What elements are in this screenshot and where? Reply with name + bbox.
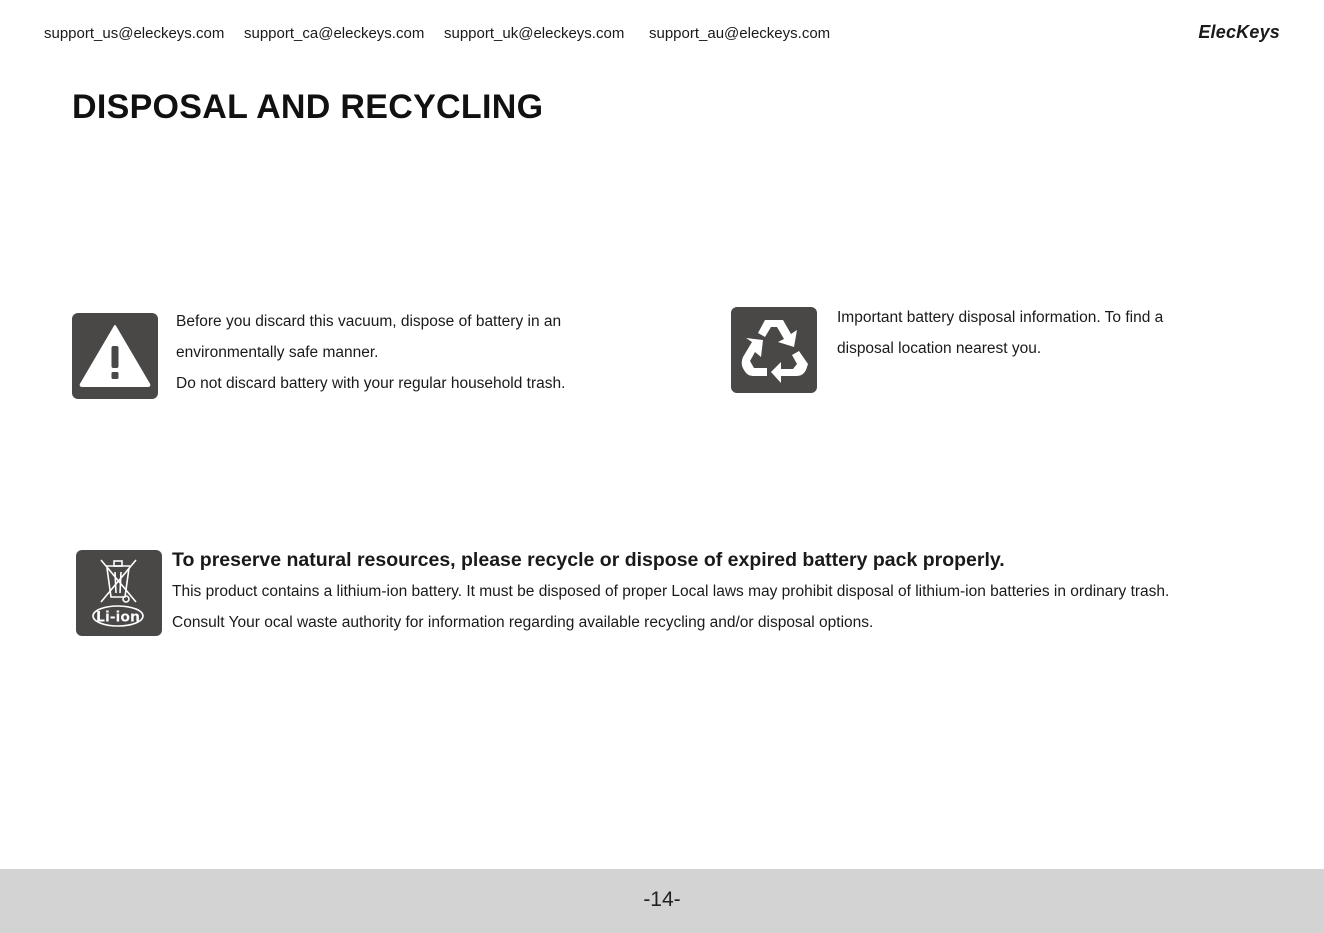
page-footer bbox=[0, 869, 1324, 933]
warning-line-2: environmentally safe manner. bbox=[176, 344, 379, 361]
recycle-line-1: Important battery disposal information. To find a bbox=[837, 309, 1164, 326]
warning-text bbox=[176, 306, 565, 399]
recycle-line-2: disposal location nearest you. bbox=[837, 340, 1042, 357]
li-ion-heading: To preserve natural resources, please recycle or dispose of expired battery pack properly. bbox=[172, 549, 1005, 571]
li-ion-line-2: Consult Your ocal waste authority for information regarding available recycling and/or disposal options. bbox=[172, 614, 874, 631]
li-ion-crossed-bin-icon bbox=[76, 550, 162, 636]
li-ion-label: Li-ion bbox=[96, 609, 140, 626]
page-number: -14- bbox=[643, 888, 681, 911]
brand-logo: ElecKeys bbox=[1198, 22, 1280, 42]
email-uk: support_uk@eleckeys.com bbox=[444, 25, 625, 42]
li-ion-line-1: This product contains a lithium-ion battery. It must be disposed of proper Local laws may prohibit disposal of lithium-ion batteries in ordinary trash. bbox=[172, 583, 1170, 600]
email-au: support_au@eleckeys.com bbox=[649, 25, 831, 42]
recycle-icon bbox=[731, 307, 817, 393]
page-title: DISPOSAL AND RECYCLING bbox=[72, 88, 544, 126]
warning-line-1: Before you discard this vacuum, dispose of battery in an bbox=[176, 313, 562, 330]
warning-triangle-icon bbox=[72, 313, 158, 399]
page-header bbox=[44, 22, 1280, 46]
email-ca: support_ca@eleckeys.com bbox=[244, 25, 425, 42]
email-us: support_us@eleckeys.com bbox=[44, 25, 225, 42]
warning-line-3: Do not discard battery with your regular household trash. bbox=[176, 375, 566, 392]
recycle-text bbox=[837, 302, 1163, 364]
li-ion-text bbox=[172, 544, 1169, 638]
